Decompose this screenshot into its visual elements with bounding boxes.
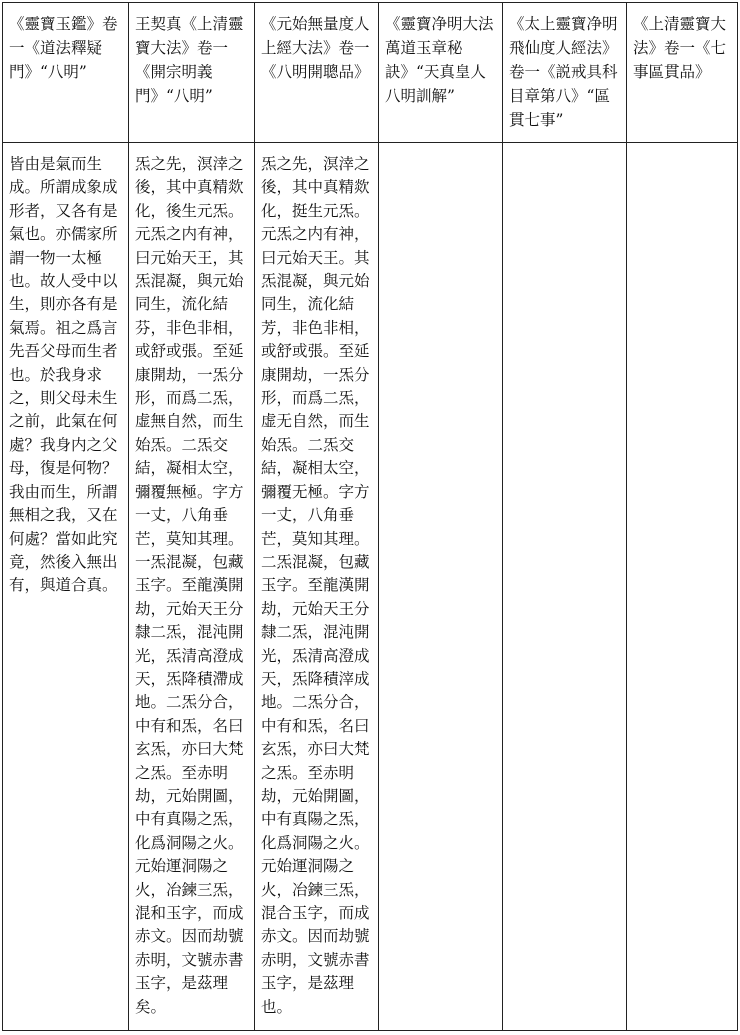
body-cell [255, 143, 379, 1031]
header-cell [255, 3, 379, 143]
header-cell [503, 3, 627, 143]
body-cell [503, 143, 627, 1031]
header-text: 《靈寶玉鑑》卷一《道法釋疑門》“八明” [9, 15, 118, 81]
header-text: 《靈寶净明大法萬道玉章秘訣》“天真皇人八明訓解” [385, 15, 494, 105]
body-cell [129, 143, 255, 1031]
comparison-table [2, 2, 738, 1031]
body-text: 炁之先，溟涬之後，其中真精欻化，挺生元炁。元炁之内有神，曰元始天王。其炁混凝，與元始同生，流化結芳，非色非相，或舒或張。至延康開劫，一炁分形，而爲二炁，虚无自然，而生始炁。二炁交結，凝相太空，彌覆无極。字方一丈，八角垂芒，莫知其理。二炁混凝，包藏玉字。至龍漢開劫，元始天王分隸二炁，混沌開光，炁清高澄成天，炁降積滓成地。二炁分合，中有和炁，名曰玄炁，亦曰大梵之炁。至赤明劫，元始開圖，中有真陽之炁，化爲洞陽之火。元始運洞陽之火，冶鍊三炁，混合玉字，而成赤文。因而劫號赤明，文號赤書玉字，是茲理也。 [261, 155, 370, 1016]
header-cell [379, 3, 503, 143]
header-text: 王契真《上清靈寶大法》卷一《開宗明義門》“八明” [135, 15, 244, 105]
body-cell [627, 143, 738, 1031]
body-text: 皆由是氣而生成。所謂成象成形者，又各有是氣也。亦儒家所謂一物一太極也。故人受中以生，則亦各有是氣焉。祖之爲言先吾父母而生者也。於我身求之，則父母未生之前，此氣在何處？我身内之父母，復是何物？我由而生，所謂無相之我，又在何處？當如此究竟，然後入無出有，與道合真。 [9, 155, 118, 595]
body-text: 炁之先，溟涬之後，其中真精欻化，後生元炁。元炁之内有神，曰元始天王，其炁混凝，與元始同生，流化結芬，非色非相，或舒或張。至延康開劫，一炁分形，而爲二炁，虚無自然，而生始炁。二炁交結，凝相太空，彌覆無極。字方一丈，八角垂芒，莫知其理。一炁混凝，包藏玉字。至龍漢開劫，元始天王分隸二炁，混沌開光，炁清高澄成天，炁降積滯成地。二炁分合，中有和炁，名曰玄炁，亦曰大梵之炁。至赤明劫，元始開圖，中有真陽之炁，化爲洞陽之火。元始運洞陽之火，冶鍊三炁，混和玉字，而成赤文。因而劫號赤明，文號赤書玉字，是茲理矣。 [135, 155, 244, 1016]
header-cell [3, 3, 129, 143]
body-cell [379, 143, 503, 1031]
header-row [3, 3, 738, 143]
header-text: 《上清靈寶大法》卷一《七事區貫品》 [633, 15, 727, 81]
body-row [3, 143, 738, 1031]
header-text: 《元始無量度人上經大法》卷一《八明開聰品》 [261, 15, 370, 81]
header-cell [129, 3, 255, 143]
body-cell [3, 143, 129, 1031]
header-text: 《太上靈寶净明飛仙度人經法》卷一《説戒具科目章第八》“區貫七事” [509, 15, 618, 129]
header-cell [627, 3, 738, 143]
